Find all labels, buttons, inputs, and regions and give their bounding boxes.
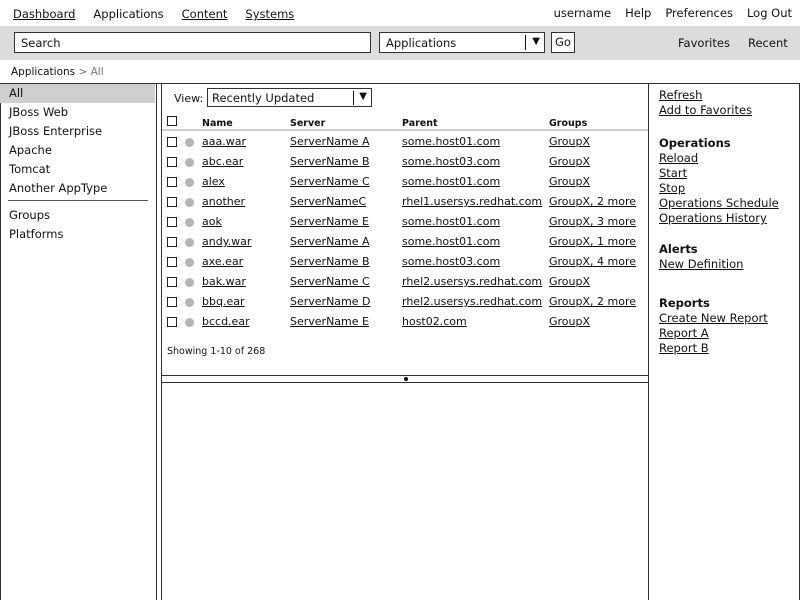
cell-server-link[interactable]: ServerName E bbox=[290, 315, 369, 328]
cell-server-link[interactable]: ServerName C bbox=[290, 175, 370, 188]
dropdown-arrow-icon: ▼ bbox=[359, 91, 367, 102]
operations-schedule-link[interactable]: Operations Schedule bbox=[659, 196, 779, 210]
sidebar-item-jboss-enterprise[interactable]: JBoss Enterprise bbox=[9, 124, 103, 138]
breadcrumb bbox=[11, 66, 104, 78]
sidebar-item-groups[interactable]: Groups bbox=[9, 208, 51, 222]
operation-start-link[interactable]: Start bbox=[659, 166, 688, 180]
availability-status-icon bbox=[185, 178, 194, 187]
cell-groups-link[interactable]: GroupX bbox=[549, 275, 591, 288]
cell-server-link[interactable]: ServerName A bbox=[290, 135, 370, 148]
cell-name-link[interactable]: bak.war bbox=[202, 275, 246, 288]
table-row[interactable] bbox=[162, 252, 648, 272]
row-checkbox[interactable] bbox=[167, 317, 177, 327]
cell-server-link[interactable]: ServerName B bbox=[290, 155, 370, 168]
availability-status-icon bbox=[185, 278, 194, 287]
cell-parent-link[interactable]: rhel1.usersys.redhat.com bbox=[402, 195, 543, 208]
cell-server-link[interactable]: ServerName C bbox=[290, 275, 370, 288]
nav-dashboard[interactable]: Dashboard bbox=[13, 7, 76, 21]
table-row[interactable] bbox=[162, 292, 648, 312]
sidebar-item-apache[interactable]: Apache bbox=[9, 143, 52, 157]
cell-groups-link[interactable]: GroupX, 2 more bbox=[549, 295, 637, 308]
column-header-parent[interactable]: Parent bbox=[402, 118, 438, 129]
cell-name-link[interactable]: bccd.ear bbox=[202, 315, 250, 328]
cell-parent-link[interactable]: rhel2.usersys.redhat.com bbox=[402, 275, 543, 288]
nav-systems[interactable]: Systems bbox=[245, 7, 295, 21]
row-checkbox[interactable] bbox=[167, 277, 177, 287]
table-row[interactable] bbox=[162, 172, 648, 192]
cell-server-link[interactable]: ServerName E bbox=[290, 215, 369, 228]
row-checkbox[interactable] bbox=[167, 297, 177, 307]
logout-link[interactable]: Log Out bbox=[746, 6, 792, 20]
table-row[interactable] bbox=[162, 132, 648, 152]
username-label[interactable]: username bbox=[553, 6, 612, 20]
new-definition-link[interactable]: New Definition bbox=[659, 257, 744, 271]
favorites-menu[interactable]: Favorites bbox=[678, 36, 730, 50]
table-row[interactable] bbox=[162, 212, 648, 232]
sidebar-item-another-apptype[interactable]: Another AppType bbox=[9, 181, 108, 195]
add-to-favorites-link[interactable]: Add to Favorites bbox=[659, 103, 753, 117]
cell-parent-link[interactable]: host02.com bbox=[402, 315, 467, 328]
cell-groups-link[interactable]: GroupX, 3 more bbox=[549, 215, 637, 228]
cell-parent-link[interactable]: some.host03.com bbox=[402, 155, 501, 168]
table-row[interactable] bbox=[162, 312, 648, 332]
panel-splitter[interactable] bbox=[161, 376, 649, 383]
view-select[interactable] bbox=[207, 88, 372, 107]
cell-groups-link[interactable]: GroupX, 1 more bbox=[549, 235, 637, 248]
view-select-value: Recently Updated bbox=[212, 91, 315, 105]
cell-groups-link[interactable]: GroupX bbox=[549, 155, 591, 168]
cell-name-link[interactable]: abc.ear bbox=[202, 155, 244, 168]
help-link[interactable]: Help bbox=[625, 6, 652, 20]
table-row[interactable] bbox=[162, 152, 648, 172]
search-scope-value: Applications bbox=[386, 36, 457, 50]
cell-name-link[interactable]: aaa.war bbox=[202, 135, 246, 148]
go-button[interactable]: Go bbox=[551, 32, 575, 53]
pagination-status: Showing 1-10 of 268 bbox=[167, 346, 266, 357]
cell-parent-link[interactable]: some.host01.com bbox=[402, 175, 501, 188]
resource-list-panel bbox=[161, 84, 649, 376]
cell-name-link[interactable]: axe.ear bbox=[202, 255, 244, 268]
splitter-grip-icon[interactable] bbox=[404, 377, 408, 381]
cell-parent-link[interactable]: some.host01.com bbox=[402, 235, 501, 248]
sidebar bbox=[0, 84, 157, 600]
row-checkbox[interactable] bbox=[167, 237, 177, 247]
sidebar-item-jboss-web[interactable]: JBoss Web bbox=[9, 105, 69, 119]
column-header-server[interactable]: Server bbox=[290, 118, 326, 129]
sidebar-divider bbox=[8, 200, 148, 201]
sidebar-item-all[interactable]: All bbox=[0, 84, 155, 103]
availability-status-icon bbox=[185, 258, 194, 267]
cell-groups-link[interactable]: GroupX bbox=[549, 315, 591, 328]
search-scope-select[interactable] bbox=[379, 32, 545, 53]
report-b-link[interactable]: Report B bbox=[659, 341, 709, 355]
table-row[interactable] bbox=[162, 232, 648, 252]
report-a-link[interactable]: Report A bbox=[659, 326, 709, 340]
row-checkbox[interactable] bbox=[167, 257, 177, 267]
cell-name-link[interactable]: aok bbox=[202, 215, 222, 228]
cell-parent-link[interactable]: rhel2.usersys.redhat.com bbox=[402, 295, 543, 308]
search-bar bbox=[0, 26, 800, 60]
recent-menu[interactable]: Recent bbox=[748, 36, 788, 50]
row-checkbox[interactable] bbox=[167, 157, 177, 167]
availability-status-icon bbox=[185, 198, 194, 207]
cell-parent-link[interactable]: some.host03.com bbox=[402, 255, 501, 268]
sidebar-item-platforms[interactable]: Platforms bbox=[9, 227, 64, 241]
availability-status-icon bbox=[185, 158, 194, 167]
refresh-link[interactable]: Refresh bbox=[659, 88, 703, 102]
row-checkbox[interactable] bbox=[167, 177, 177, 187]
cell-server-link[interactable]: ServerNameC bbox=[290, 195, 367, 208]
cell-name-link[interactable]: alex bbox=[202, 175, 225, 188]
nav-applications[interactable]: Applications bbox=[93, 7, 164, 21]
select-divider bbox=[353, 91, 354, 105]
column-header-groups[interactable]: Groups bbox=[549, 118, 588, 129]
table-header bbox=[162, 115, 648, 131]
operations-history-link[interactable]: Operations History bbox=[659, 211, 767, 225]
cell-groups-link[interactable]: GroupX bbox=[549, 175, 591, 188]
breadcrumb-separator: > bbox=[75, 66, 91, 78]
cell-parent-link[interactable]: some.host01.com bbox=[402, 215, 501, 228]
operation-stop-link[interactable]: Stop bbox=[659, 181, 686, 195]
create-new-report-link[interactable]: Create New Report bbox=[659, 311, 768, 325]
row-checkbox[interactable] bbox=[167, 217, 177, 227]
availability-status-icon bbox=[185, 218, 194, 227]
detail-panel bbox=[161, 383, 649, 600]
cell-name-link[interactable]: another bbox=[202, 195, 246, 208]
actions-sidebar bbox=[659, 88, 799, 356]
table-row[interactable] bbox=[162, 192, 648, 212]
breadcrumb-current: All bbox=[90, 66, 104, 78]
cell-server-link[interactable]: ServerName B bbox=[290, 255, 370, 268]
availability-status-icon bbox=[185, 298, 194, 307]
sidebar-item-tomcat[interactable]: Tomcat bbox=[9, 162, 51, 176]
select-all-checkbox[interactable] bbox=[167, 116, 177, 126]
availability-status-icon bbox=[185, 138, 194, 147]
nav-content[interactable]: Content bbox=[181, 7, 228, 21]
alerts-heading: Alerts bbox=[659, 242, 698, 256]
select-divider bbox=[525, 35, 526, 50]
availability-status-icon bbox=[185, 238, 194, 247]
view-label: View: bbox=[174, 92, 204, 105]
cell-groups-link[interactable]: GroupX, 4 more bbox=[549, 255, 637, 268]
cell-server-link[interactable]: ServerName A bbox=[290, 235, 370, 248]
column-header-name[interactable]: Name bbox=[202, 118, 233, 129]
top-nav bbox=[0, 0, 800, 26]
breadcrumb-parent[interactable]: Applications bbox=[11, 66, 76, 78]
table-row[interactable] bbox=[162, 272, 648, 292]
preferences-link[interactable]: Preferences bbox=[665, 6, 733, 20]
reports-heading: Reports bbox=[659, 296, 710, 310]
search-input[interactable] bbox=[14, 32, 371, 53]
cell-server-link[interactable]: ServerName D bbox=[290, 295, 371, 308]
row-checkbox[interactable] bbox=[167, 137, 177, 147]
cell-groups-link[interactable]: GroupX, 2 more bbox=[549, 195, 637, 208]
cell-name-link[interactable]: bbq.ear bbox=[202, 295, 245, 308]
availability-status-icon bbox=[185, 318, 194, 327]
row-checkbox[interactable] bbox=[167, 197, 177, 207]
cell-name-link[interactable]: andy.war bbox=[202, 235, 252, 248]
operations-heading: Operations bbox=[659, 136, 731, 150]
operation-reload-link[interactable]: Reload bbox=[659, 151, 699, 165]
dropdown-arrow-icon: ▼ bbox=[532, 36, 540, 47]
cell-groups-link[interactable]: GroupX bbox=[549, 135, 591, 148]
cell-parent-link[interactable]: some.host01.com bbox=[402, 135, 501, 148]
